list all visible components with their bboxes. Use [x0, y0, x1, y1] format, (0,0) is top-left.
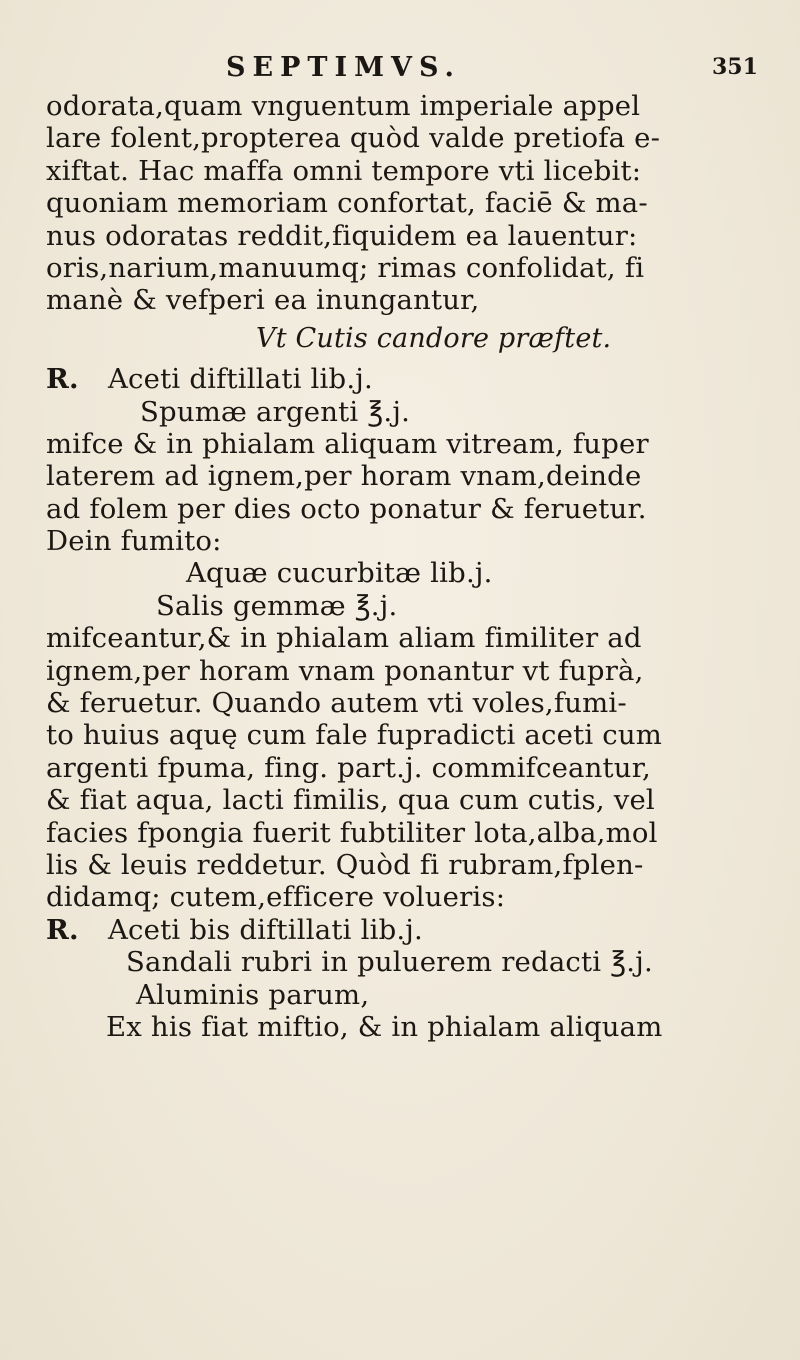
recipe-ingredient: Spumæ argenti ℥.j. — [140, 395, 411, 428]
text-line: & feruetur. Quando autem vti voles,fumi- — [46, 687, 627, 720]
text-line: mifceantur,& in phialam aliam fimiliter ad — [46, 622, 642, 655]
recipe-ingredient: Aluminis parum, — [136, 978, 370, 1011]
recipe-ingredient: Sandali rubri in puluerem redacti ℥.j. — [126, 946, 653, 979]
text-line: & fiat aqua, lacti fimilis, qua cum cutis, vel — [46, 784, 655, 817]
text-line: laterem ad ignem,per horam vnam,deinde — [46, 460, 642, 493]
recipe-ingredient: Aceti diftillati lib.j. — [108, 363, 373, 396]
text-line: manè & vefperi ea inungantur, — [46, 284, 480, 317]
section-heading: Vt Cutis candore præftet. — [256, 322, 612, 354]
recipe-mark: R. — [46, 913, 79, 946]
page-number: 351 — [712, 54, 758, 80]
text-line: Dein fumito: — [46, 525, 222, 558]
page-header — [0, 52, 800, 86]
text-line: quoniam memoriam confortat, faciē & ma- — [46, 187, 648, 220]
text-line: oris,narium,manuumq; rimas confolidat, fi — [46, 251, 645, 284]
text-line: didamq; cutem,efficere volueris: — [46, 881, 506, 914]
text-line: argenti fpuma, fing. part.j. commifceantur, — [46, 751, 651, 784]
text-line: lis & leuis reddetur. Quòd fi rubram,fplen- — [46, 848, 644, 881]
text-line: mifce & in phialam aliquam vitream, fuper — [46, 427, 649, 460]
text-line: xiftat. Hac maffa omni tempore vti licebit: — [46, 154, 642, 187]
recipe-mark: R. — [46, 363, 79, 396]
recipe-ingredient: Salis gemmæ ℥.j. — [156, 589, 398, 622]
text-line: Ex his fiat miftio, & in phialam aliquam — [106, 1010, 663, 1043]
text-line: nus odoratas reddit,fiquidem ea lauentur: — [46, 219, 638, 252]
recipe-line — [46, 914, 736, 946]
recipe-ingredient: Aceti bis diftillati lib.j. — [108, 913, 423, 946]
recipe-line — [46, 363, 736, 395]
text-line: odorata,quam vnguentum imperiale appel — [46, 90, 641, 122]
text-line: to huius aquę cum fale fupradicti aceti cum — [46, 719, 663, 752]
text-line: facies fpongia fuerit fubtiliter lota,alba,mol — [46, 816, 658, 849]
text-line: ignem,per horam vnam ponantur vt fuprà, — [46, 654, 644, 687]
recipe-ingredient: Aquæ cucurbitæ lib.j. — [186, 557, 493, 590]
running-title: SEPTIMVS. — [226, 52, 461, 83]
body-text — [46, 90, 736, 1043]
text-line: lare folent,propterea quòd valde pretiofa e- — [46, 122, 661, 155]
text-line: ad folem per dies octo ponatur & feruetur. — [46, 492, 647, 525]
